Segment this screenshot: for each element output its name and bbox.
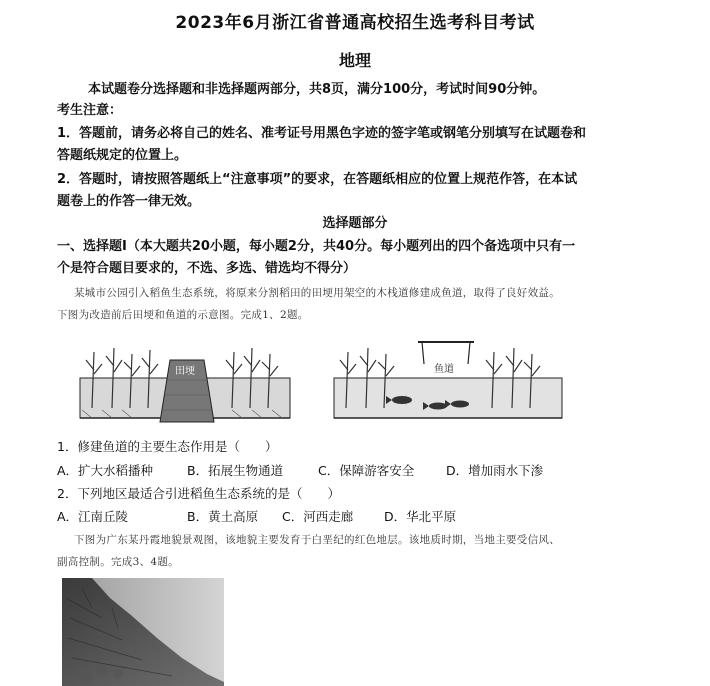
ridge-label: 田埂 [175,366,195,377]
notice-item-1-line-1: 1．答题前，请务必将自己的姓名、准考证号用黑色字迹的签字笔或钢笔分别填写在试题卷和 [57,126,587,141]
question-1-option-b: B．拓展生物通道 [187,463,284,478]
question-2-option-c: C．河西走廊 [282,509,354,524]
exam-title: 2023年6月浙江省普通高校招生选考科目考试 [175,13,535,33]
section-title: 选择题部分 [322,216,388,231]
question-1-stem: 1．修建鱼道的主要生态作用是（ ） [57,439,278,454]
passage-1-line-1: 某城市公园引入稻鱼生态系统，将原来分割稻田的田埂用架空的木栈道修建成鱼道，取得了良好效益。 [74,287,560,299]
question-1-option-d: D．增加雨水下渗 [446,463,544,478]
question-1-option-c: C．保障游客安全 [318,463,415,478]
exam-intro: 本试题卷分选择题和非选择题两部分，共8页，满分100分，考试时间90分钟。 [88,82,546,97]
question-2-option-d: D．华北平原 [384,509,457,524]
danxia-landform-photo [62,578,224,686]
fishway-panel [334,342,562,418]
notice-item-2-line-1: 2．答题时，请按照答题纸上“注意事项”的要求，在答题纸相应的位置上规范作答，在本试 [57,172,578,187]
passage-1-line-2: 下图为改造前后田埂和鱼道的示意图。完成1、2题。 [57,309,309,321]
question-2-stem: 2．下列地区最适合引进稻鱼生态系统的是（ ） [57,486,340,501]
notice-item-2-line-2: 题卷上的作答一律无效。 [57,194,201,209]
part-instructions-line-2: 个是符合题目要求的，不选、多选、错选均不得分） [57,261,357,276]
question-2-option-a: A．江南丘陵 [57,509,129,524]
question-2-option-b: B．黄土高原 [187,509,259,524]
part-instructions-line-1: 一、选择题Ⅰ（本大题共20小题，每小题2分，共40分。每小题列出的四个备选项中只有一 [57,239,576,254]
ridge-panel [80,348,290,422]
subject-title: 地理 [338,51,371,70]
notice-item-1-line-2: 答题纸规定的位置上。 [57,148,188,163]
notice-heading: 考生注意： [57,103,123,118]
fishway-label: 鱼道 [434,364,454,375]
passage-2-line-2: 副高控制。完成3、4题。 [57,556,179,568]
passage-2-line-1: 下图为广东某丹霞地貌景观图，该地貌主要发育于白垩纪的红色地层。该地质时期，当地主要受信风、 [74,534,560,546]
ridge-fishway-figure [72,330,572,430]
question-1-option-a: A．扩大水稻播种 [57,463,154,478]
